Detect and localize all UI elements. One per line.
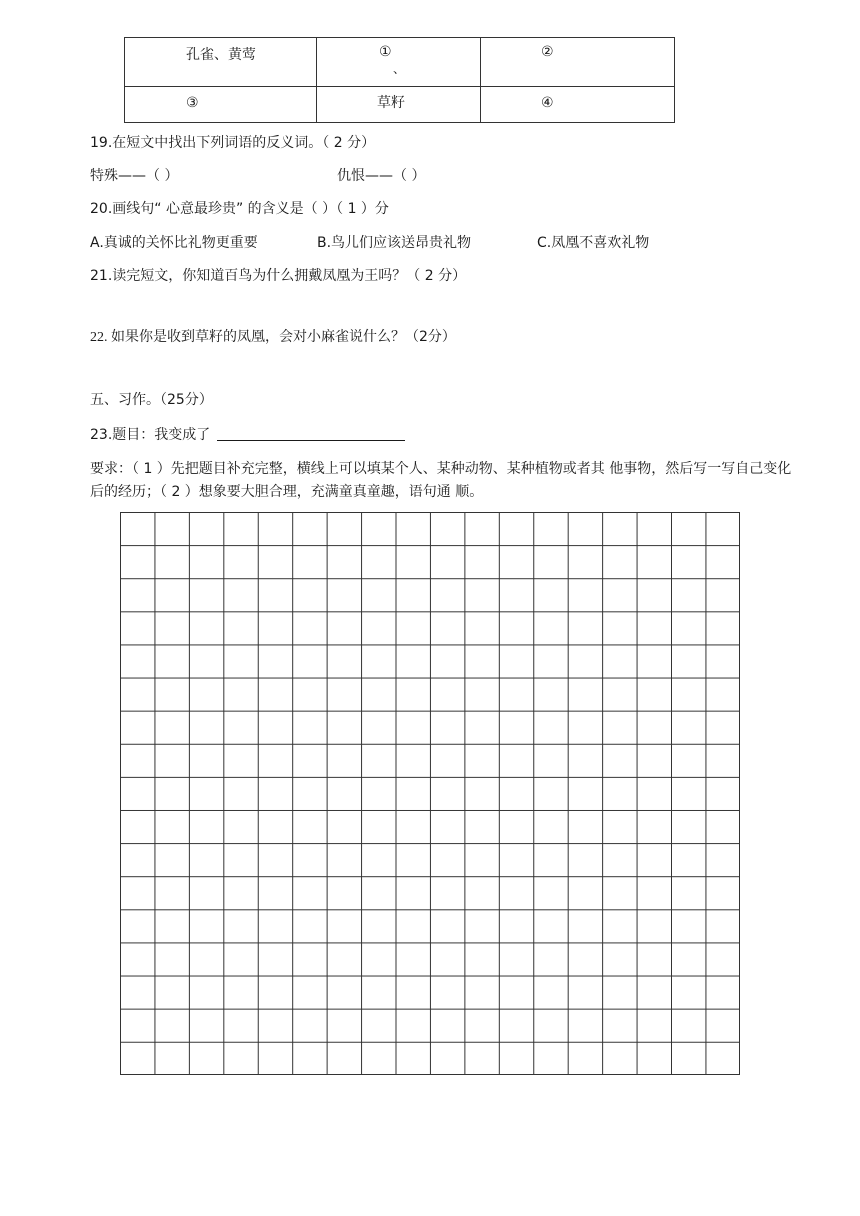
question-22-text: 如果你是收到草籽的凤凰，会对小麻雀说什么？（2分）: [111, 329, 456, 345]
table-cell: 草籽: [377, 95, 405, 111]
question-20-option-c: C.凤凰不喜欢礼物: [537, 235, 650, 251]
question-19-title: 19.在短文中找出下列词语的反义词。（ 2 分）: [90, 135, 376, 151]
table-cell: 孔雀、黄莺: [186, 47, 256, 63]
question-19-item-left: 特殊——（ ）: [90, 168, 179, 184]
table-row-divider: [125, 86, 674, 87]
question-23-requirement-line-2: 后的经历；（ 2 ）想象要大胆合理，充满童真童趣，语句通 顺。: [90, 484, 484, 500]
question-22: [90, 326, 456, 346]
title-blank-line: [217, 440, 405, 441]
section-5-heading: 五、习作。（25分）: [90, 392, 213, 408]
question-20-option-b: B.鸟儿们应该送昂贵礼物: [317, 235, 472, 251]
question-23-title: 23.题目：我变成了: [90, 427, 211, 443]
question-23-requirement-line-1: 要求：（ 1 ）先把题目补充完整，横线上可以填某个人、某种动物、某种植物或者其 他事物，然后写一写自己变化: [90, 461, 792, 477]
table-col-divider: [480, 38, 481, 122]
table-cell: ①: [379, 44, 392, 60]
question-21: 21.读完短文，你知道百鸟为什么拥戴凤凰为王吗？（ 2 分）: [90, 268, 467, 284]
table-cell: ③: [186, 95, 199, 111]
question-20-option-a: A.真诚的关怀比礼物更重要: [90, 235, 258, 251]
table-cell: ②: [541, 44, 554, 60]
answer-table: [124, 37, 675, 123]
table-cell-mark: 、: [393, 62, 406, 76]
table-col-divider: [316, 38, 317, 122]
writing-grid: [120, 512, 740, 1075]
question-20-title: 20.画线句“ 心意最珍贵” 的含义是（ ）（ 1 ）分: [90, 201, 389, 217]
table-cell: ④: [541, 95, 554, 111]
question-19-item-right: 仇恨——（ ）: [337, 168, 426, 184]
question-22-number: 22.: [90, 330, 108, 345]
